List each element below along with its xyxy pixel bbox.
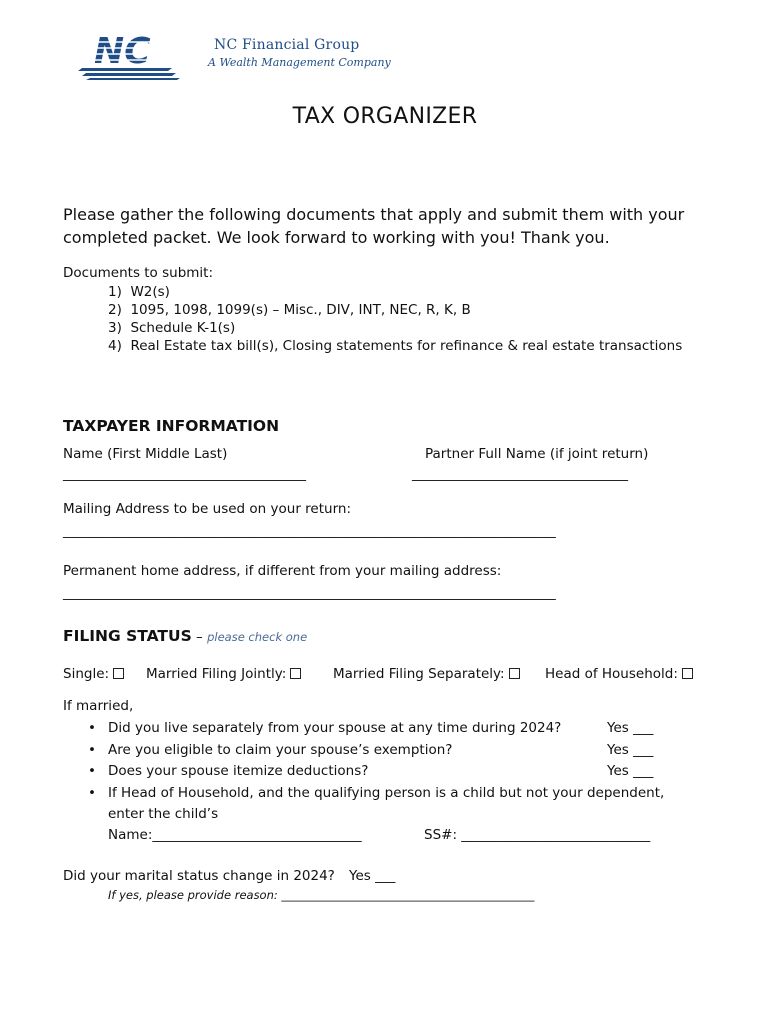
option-head-of-household-label: Head of Household:	[545, 666, 678, 682]
document-item: 3) Schedule K-1(s)	[108, 320, 236, 336]
bullet-icon: •	[88, 763, 96, 779]
checkbox-icon[interactable]	[113, 668, 124, 679]
filing-status-note: please check one	[207, 630, 308, 644]
question-answer-field[interactable]: Yes ___	[607, 763, 654, 779]
marital-change-answer-field[interactable]: Yes ___	[349, 868, 396, 884]
question-text: Are you eligible to claim your spouse’s exemption?	[108, 742, 453, 758]
question-answer-field[interactable]: Yes ___	[607, 742, 654, 758]
question-answer-field[interactable]: Yes ___	[607, 720, 654, 736]
permanent-address-label: Permanent home address, if different from your mailing address:	[63, 563, 502, 579]
taxpayer-heading: TAXPAYER INFORMATION	[63, 417, 280, 435]
option-married-jointly-label: Married Filing Jointly:	[146, 666, 287, 682]
mailing-address-label: Mailing Address to be used on your return:	[63, 501, 351, 517]
checkbox-icon[interactable]	[509, 668, 520, 679]
bullet-icon: •	[88, 785, 96, 801]
documents-label: Documents to submit:	[63, 265, 214, 281]
hoh-question-line-1: If Head of Household, and the qualifying person is a child but not your dependent,	[108, 785, 665, 801]
option-head-of-household[interactable]	[545, 666, 693, 682]
question-text: Did you live separately from your spouse at any time during 2024?	[108, 720, 562, 736]
intro-line-2: completed packet. We look forward to working with you! Thank you.	[63, 228, 610, 247]
filing-status-heading	[63, 626, 307, 645]
nc-logo	[76, 30, 206, 80]
checkbox-icon[interactable]	[290, 668, 301, 679]
child-name-field[interactable]: Name:_______________________________	[108, 827, 362, 843]
name-field[interactable]: ____________________________________	[63, 466, 306, 482]
marital-change-question: Did your marital status change in 2024?	[63, 868, 335, 884]
document-item: 1) W2(s)	[108, 284, 170, 300]
if-married-label: If married,	[63, 698, 134, 714]
name-label: Name (First Middle Last)	[63, 446, 228, 462]
checkbox-icon[interactable]	[682, 668, 693, 679]
brand-tagline: A Wealth Management Company	[208, 56, 391, 69]
option-married-separately-label: Married Filing Separately:	[333, 666, 505, 682]
brand-name: NC Financial Group	[214, 37, 360, 53]
intro-line-1: Please gather the following documents that apply and submit them with your	[63, 205, 685, 224]
option-single[interactable]	[63, 666, 124, 682]
bullet-icon: •	[88, 720, 96, 736]
bullet-icon: •	[88, 742, 96, 758]
option-single-label: Single:	[63, 666, 110, 682]
marital-change-reason-field[interactable]: If yes, please provide reason: ____________________________________________	[108, 888, 535, 902]
child-ssn-field[interactable]: SS#: ____________________________	[424, 827, 651, 843]
option-married-separately[interactable]	[333, 666, 520, 682]
filing-status-title: FILING STATUS	[63, 627, 192, 645]
logo-letters: NC	[94, 31, 151, 72]
partner-name-field[interactable]: ________________________________	[412, 466, 628, 482]
partner-name-label: Partner Full Name (if joint return)	[425, 446, 649, 462]
document-item: 4) Real Estate tax bill(s), Closing statements for refinance & real estate transactions	[108, 338, 683, 354]
document-item: 2) 1095, 1098, 1099(s) – Misc., DIV, INT, NEC, R, K, B	[108, 302, 471, 318]
mailing-address-field[interactable]: _________________________________________________________________________	[63, 523, 556, 539]
option-married-jointly[interactable]	[146, 666, 301, 682]
permanent-address-field[interactable]: _________________________________________________________________________	[63, 585, 556, 601]
page-title: TAX ORGANIZER	[292, 104, 478, 129]
hoh-question-line-2: enter the child’s	[108, 806, 219, 822]
filing-status-dash: –	[191, 629, 208, 645]
question-text: Does your spouse itemize deductions?	[108, 763, 369, 779]
